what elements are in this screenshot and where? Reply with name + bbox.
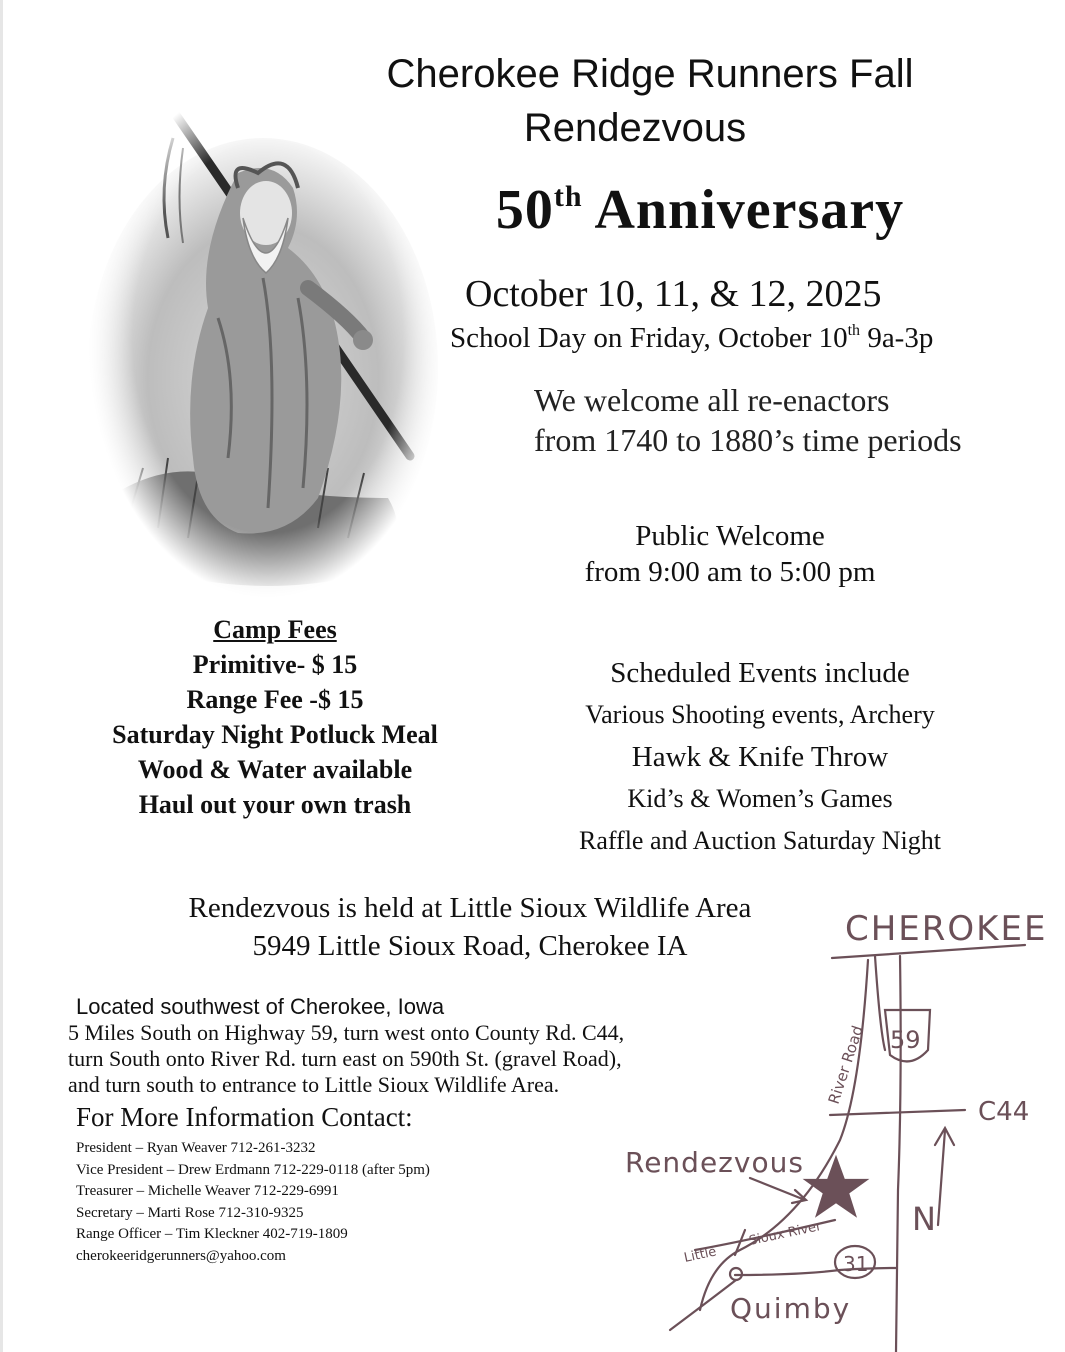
event-title-line1: Cherokee Ridge Runners Fall xyxy=(386,52,914,96)
event-item: Kid’s & Women’s Games xyxy=(627,784,893,813)
page-border xyxy=(0,0,3,1352)
school-day-line xyxy=(450,322,933,355)
map-c44-road xyxy=(830,1110,965,1115)
map-rendezvous-label: Rendezvous xyxy=(625,1146,804,1179)
public-welcome-line2: from 9:00 am to 5:00 pm xyxy=(584,556,876,588)
anniversary-number: 50 xyxy=(495,179,554,241)
anniversary-heading xyxy=(380,178,1020,242)
event-item: Various Shooting events, Archery xyxy=(585,700,935,729)
map-road-to-quimby xyxy=(670,1280,736,1330)
anniversary-suffix: th xyxy=(553,180,583,213)
welcome-line1: We welcome all re-enactors xyxy=(534,382,890,418)
camp-fee-item: Range Fee -$ 15 xyxy=(186,685,364,714)
camp-fee-item: Wood & Water available xyxy=(137,755,413,784)
event-dates: October 10, 11, & 12, 2025 xyxy=(465,273,882,315)
contact-secretary: Secretary – Marti Rose 712-310-9325 xyxy=(76,1204,304,1221)
school-day-prefix: School Day on Friday, October 10 xyxy=(450,322,848,354)
event-title-line2: Rendezvous xyxy=(523,106,747,150)
map-route-31-label: 31 xyxy=(843,1252,869,1276)
mountain-man-illustration xyxy=(88,78,448,598)
directions-line: turn South onto River Rd. turn east on 590th St. (gravel Road), xyxy=(68,1046,622,1071)
map-highway-59-label: 59 xyxy=(890,1026,921,1054)
directions-line: 5 Miles South on Highway 59, turn west onto County Rd. C44, xyxy=(68,1020,625,1045)
school-day-time: 9a-3p xyxy=(860,322,934,354)
directions-line: and turn south to entrance to Little Sioux Wildlife Area. xyxy=(68,1072,560,1097)
location-southwest: Located southwest of Cherokee, Iowa xyxy=(76,994,445,1019)
contact-vice-president: Vice President – Drew Erdmann 712-229-0118 (after 5pm) xyxy=(76,1161,430,1178)
public-welcome-line1: Public Welcome xyxy=(635,520,825,552)
hand-drawn-map xyxy=(600,890,1065,1352)
anniversary-word: Anniversary xyxy=(594,179,905,241)
location-line1: Rendezvous is held at Little Sioux Wildlife Area xyxy=(188,892,752,924)
event-item: Hawk & Knife Throw xyxy=(631,741,889,773)
contact-list xyxy=(76,1138,430,1267)
map-town-cherokee: CHEROKEE xyxy=(845,909,1048,949)
map-star-icon xyxy=(806,1158,866,1215)
camp-fee-item: Haul out your own trash xyxy=(138,790,412,819)
map-highway-59 xyxy=(896,956,901,1352)
contact-president: President – Ryan Weaver 712-261-3232 xyxy=(76,1140,316,1156)
school-day-sup: th xyxy=(847,322,861,339)
camp-fees-heading: Camp Fees xyxy=(213,615,337,644)
map-town-quimby: Quimby xyxy=(730,1292,852,1325)
map-river-label-2: Sioux River xyxy=(747,1218,823,1249)
contact-treasurer: Treasurer – Michelle Weaver 712-229-6991 xyxy=(76,1183,339,1199)
contact-heading: For More Information Contact: xyxy=(76,1102,413,1132)
scheduled-events-block xyxy=(530,652,990,862)
map-arrow-to-site-icon xyxy=(750,1178,806,1203)
map-c44-label: C44 xyxy=(978,1097,1030,1127)
north-arrow-icon xyxy=(938,1130,945,1225)
event-item: Raffle and Auction Saturday Night xyxy=(578,826,941,855)
camp-fee-item: Primitive- $ 15 xyxy=(192,650,358,679)
camp-fees-block xyxy=(70,612,480,822)
scheduled-events-heading: Scheduled Events include xyxy=(610,657,910,689)
welcome-line2: from 1740 to 1880’s time periods xyxy=(534,422,962,458)
map-north-label: N xyxy=(912,1200,936,1238)
map-river-label-1: Little xyxy=(682,1244,718,1266)
map-river-road-label: River Road xyxy=(824,1023,867,1107)
map-highway-59-west-edge xyxy=(875,956,885,1050)
contact-email[interactable]: cherokeeridgerunners@yahoo.com xyxy=(76,1247,286,1264)
location-line2: 5949 Little Sioux Road, Cherokee IA xyxy=(252,930,688,962)
contact-range-officer: Range Officer – Tim Kleckner 402-719-1809 xyxy=(76,1226,348,1242)
camp-fee-item: Saturday Night Potluck Meal xyxy=(112,720,438,749)
